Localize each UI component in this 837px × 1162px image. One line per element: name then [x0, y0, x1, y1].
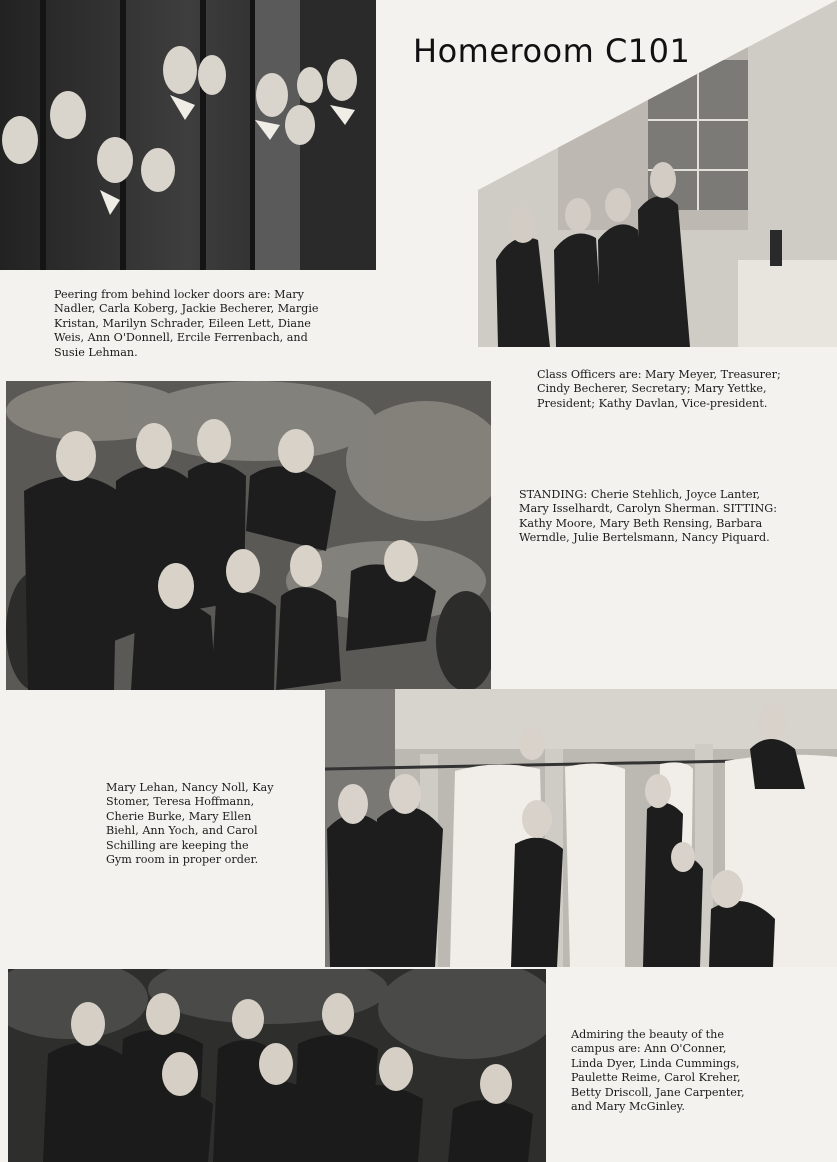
caption-line: Cindy Becherer, Secretary; Mary Yettke, [537, 382, 767, 396]
campus-image [8, 969, 546, 1162]
caption-line: Kristan, Marilyn Schrader, Eileen Lett, Diane [54, 316, 311, 330]
caption-line: Mary Lehan, Nancy Noll, Kay [106, 781, 274, 794]
campus-photo [8, 969, 546, 1162]
caption-line: Werndle, Julie Bertelsmann, Nancy Piquard. [519, 531, 770, 545]
locker-photo [0, 0, 376, 270]
garden-group-image [6, 381, 491, 690]
caption-line: STANDING: Cherie Stehlich, Joyce Lanter, [519, 488, 761, 501]
gym-room-photo [325, 689, 837, 967]
caption-line: Betty Driscoll, Jane Carpenter, [571, 1085, 745, 1099]
caption-line: Stomer, Teresa Hoffmann, [106, 795, 255, 809]
caption-line: Mary Isselhardt, Carolyn Sherman. SITTING: [519, 502, 777, 516]
caption-line: Schilling are keeping the [106, 838, 249, 852]
caption-line: Biehl, Ann Yoch, and Carol [106, 824, 258, 838]
class-officers-photo [478, 0, 837, 347]
caption-line: Susie Lehman. [54, 345, 138, 359]
caption-line: Admiring the beauty of the [571, 1028, 724, 1041]
locker-caption [54, 288, 374, 360]
locker-photo-image [0, 0, 376, 270]
caption-line: Linda Dyer, Linda Cummings, [571, 1056, 740, 1070]
caption-line: Cherie Burke, Mary Ellen [106, 809, 252, 823]
garden-caption [519, 488, 835, 546]
caption-line: Kathy Moore, Mary Beth Rensing, Barbara [519, 516, 763, 530]
caption-line: Class Officers are: Mary Meyer, Treasurer; [537, 368, 781, 381]
caption-line: and Mary McGinley. [571, 1100, 685, 1114]
caption-line: Nadler, Carla Koberg, Jackie Becherer, Margie [54, 302, 319, 316]
class-officers-image [478, 0, 837, 347]
caption-line: Paulette Reime, Carol Kreher, [571, 1071, 741, 1085]
caption-line: Gym room in proper order. [106, 853, 259, 867]
officers-caption [537, 368, 837, 411]
caption-line: campus are: Ann O'Conner, [571, 1042, 727, 1056]
caption-line: Peering from behind locker doors are: Mary [54, 288, 304, 301]
page-title: Homeroom C101 [413, 32, 691, 70]
caption-line: Weis, Ann O'Donnell, Ercile Ferrenbach, and [54, 331, 308, 345]
gym-room-image [325, 689, 837, 967]
campus-caption [571, 1028, 833, 1114]
caption-line: President; Kathy Davlan, Vice-president. [537, 396, 768, 410]
gym-caption [106, 781, 321, 867]
garden-group-photo [6, 381, 491, 690]
